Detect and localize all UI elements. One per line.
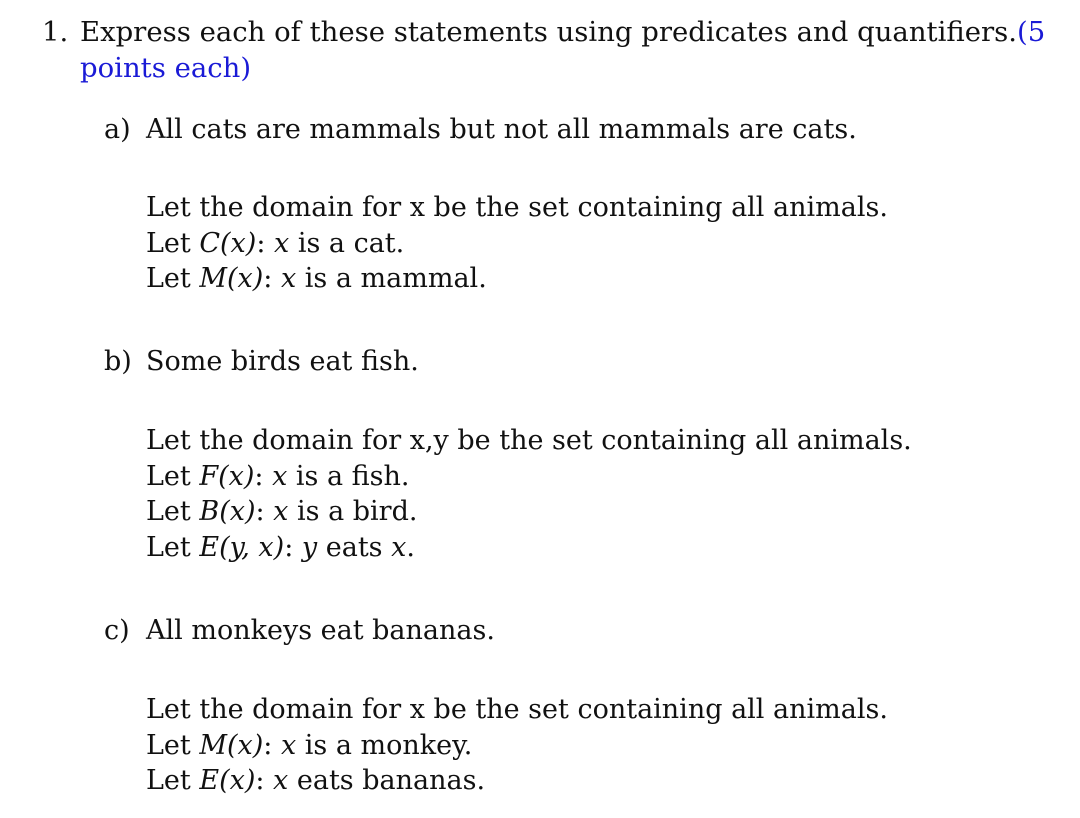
domain-line: Let the domain for x be the set containing all animals. (146, 192, 888, 223)
predicate-line: Let M(x): x is a mammal. (146, 263, 487, 294)
part-b-statement (104, 344, 419, 380)
question-text (80, 14, 1050, 86)
predicate-line: Let M(x): x is a monkey. (146, 729, 473, 761)
predicate-line: Let C(x): x is a cat. (146, 227, 405, 259)
domain-line: Let the domain for x,y be the set containing all animals. (146, 425, 912, 456)
domain-line: Let the domain for x be the set containing all animals. (146, 694, 888, 725)
predicate-line: Let E(x): x eats bananas. (146, 765, 486, 796)
part-a-definitions (146, 190, 888, 297)
question-prompt: Express each of these statements using predicates and quantifiers. (80, 16, 1018, 48)
part-c-definitions (146, 692, 888, 799)
part-b-definitions (146, 423, 912, 565)
part-label: b) (104, 346, 132, 377)
statement-text: Some birds eat fish. (146, 346, 419, 377)
question-points: (5 points each) (80, 16, 1046, 84)
predicate-line: Let E(y, x): y eats x. (146, 531, 415, 563)
part-c-statement (104, 613, 495, 649)
predicate-line: Let B(x): x is a bird. (146, 496, 418, 527)
part-a-statement (104, 112, 857, 148)
part-label: c) (104, 615, 130, 646)
statement-text: All cats are mammals but not all mammals are cats. (146, 114, 857, 145)
part-label: a) (104, 114, 131, 145)
question-number: 1. (42, 16, 69, 48)
statement-text: All monkeys eat bananas. (146, 615, 495, 646)
predicate-line: Let F(x): x is a fish. (146, 460, 410, 492)
